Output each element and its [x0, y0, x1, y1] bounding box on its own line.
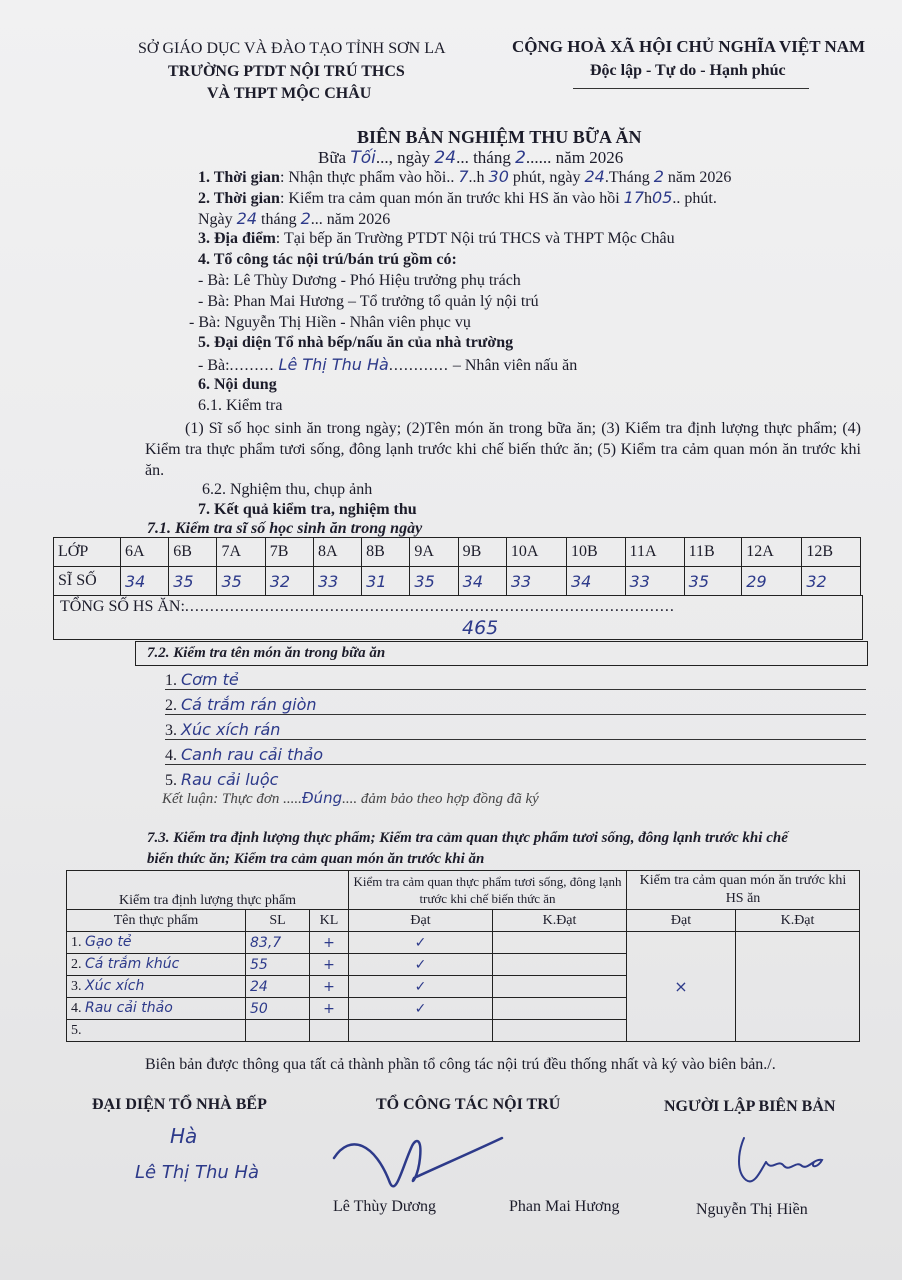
header-motto: Độc lập - Tự do - Hạnh phúc	[590, 62, 786, 79]
header-school-1: TRƯỜNG PTDT NỘI TRÚ THCS	[168, 63, 405, 80]
food-dat-cell	[349, 1020, 493, 1042]
food-name-cell	[67, 954, 246, 976]
count-cell: 34	[121, 567, 169, 596]
section-1-text-d: .Tháng	[604, 169, 650, 186]
dish-item-4	[165, 745, 323, 765]
section-3-label: 3. Địa điểm	[198, 230, 276, 247]
food-name: Xúc xích	[85, 978, 145, 994]
table-row	[67, 932, 860, 954]
class-cell: 6B	[169, 538, 217, 567]
count-header-cell: SĨ SỐ	[54, 567, 121, 596]
section-2-date	[198, 209, 390, 229]
class-cell: 10B	[566, 538, 625, 567]
section-1-text-a: : Nhận thực phẩm vào hồi..	[279, 169, 455, 186]
food-kdat-cell	[493, 998, 627, 1020]
cam-quan-dat-cell: ×	[627, 932, 736, 1042]
section-6-para: (1) Sĩ số học sinh ăn trong ngày; (2)Tên món ăn trong bữa ăn; (3) Kiểm tra định lượng thực phẩm; (4) Kiểm tra thực phẩm tươi sống, đông lạnh trước khi chế biến thức ăn; (5) Kiểm tra cảm quan món ăn trước khi ăn.	[145, 420, 861, 479]
meal-hand: Tối	[350, 148, 376, 168]
count-cell: 35	[169, 567, 217, 596]
class-cell: 9B	[458, 538, 506, 567]
food-kl-cell: +	[310, 976, 349, 998]
food-kdat-cell	[493, 932, 627, 954]
count-cell: 35	[684, 567, 742, 596]
header-department: SỞ GIÁO DỤC VÀ ĐÀO TẠO TỈNH SƠN LA	[138, 40, 446, 57]
section-5-label: 5. Đại diện Tổ nhà bếp/nấu ăn của nhà trường	[198, 334, 514, 351]
food-kdat-cell	[493, 976, 627, 998]
dish-num: 5.	[165, 772, 177, 789]
class-cell: 6A	[121, 538, 169, 567]
food-dat-cell: ✓	[349, 998, 493, 1020]
section-7-3-line2: biến thức ăn; Kiểm tra cảm quan món ăn trước khi ăn	[147, 851, 485, 867]
ten-header: Tên thực phẩm	[67, 910, 246, 932]
count-cell: 32	[265, 567, 313, 596]
section-1-text-e: năm 2026	[667, 169, 732, 186]
food-name-cell	[67, 998, 246, 1020]
food-name: Cá trắm khúc	[85, 956, 180, 972]
menu-conclusion	[162, 789, 539, 808]
check-min-hand: 05	[652, 188, 673, 207]
section-2	[198, 188, 717, 208]
dat2-header: Đạt	[627, 910, 736, 932]
food-sl-cell: 55	[246, 954, 310, 976]
section-1-label: 1. Thời gian	[198, 169, 280, 186]
section-7-1: 7.1. Kiểm tra sĩ số học sinh ăn trong ngày	[147, 520, 423, 537]
section-7-2: 7.2. Kiểm tra tên món ăn trong bữa ăn	[147, 645, 386, 661]
header-school-2: VÀ THPT MỘC CHÂU	[207, 85, 372, 102]
class-cell: 8A	[313, 538, 361, 567]
food-name: Gạo tẻ	[85, 934, 132, 950]
dish-num: 4.	[165, 747, 177, 764]
dish-item-3	[165, 720, 280, 740]
class-cell: 8B	[362, 538, 410, 567]
class-cell: 7B	[265, 538, 313, 567]
member-1: - Bà: Lê Thùy Dương - Phó Hiệu trưởng phụ trách	[198, 272, 521, 289]
food-dat-cell: ✓	[349, 954, 493, 976]
kitchen-title: ĐẠI DIỆN TỔ NHÀ BẾP	[92, 1096, 267, 1113]
writer-signature	[730, 1132, 840, 1192]
food-kl-cell: +	[310, 998, 349, 1020]
total-hand: 465	[462, 617, 499, 639]
day-label: ..., ngày	[375, 148, 431, 167]
receive-min-hand: 30	[488, 167, 509, 186]
food-check-table	[66, 870, 860, 1042]
committee-signature	[330, 1128, 510, 1198]
kitchen-signature: Hà	[170, 1124, 198, 1148]
section-2-text-c: .. phút.	[672, 190, 717, 207]
food-num: 5.	[71, 1023, 82, 1038]
section-1-text-c: phút, ngày	[512, 169, 581, 186]
class-cell: 12B	[802, 538, 861, 567]
section-2-month-label: tháng	[261, 211, 297, 228]
food-kl-cell: +	[310, 954, 349, 976]
motto-underline	[573, 88, 809, 89]
dish-name: Cá trắm rán giòn	[181, 695, 317, 714]
conclusion-b: .... đảm bảo theo hợp đồng đã ký	[342, 791, 539, 807]
header-nation: CỘNG HOÀ XÃ HỘI CHỦ NGHĨA VIỆT NAM	[512, 37, 866, 56]
dish-item-5	[165, 770, 278, 790]
conclusion-hand: Đúng	[301, 789, 343, 807]
section-2-text-b: h	[644, 190, 653, 207]
dish-line	[165, 689, 866, 690]
tuoi-song-header: Kiểm tra cảm quan thực phẩm tươi sống, đông lạnh trước khi chế biến thức ăn	[349, 871, 627, 910]
food-kdat-cell	[493, 954, 627, 976]
section-2-label: 2. Thời gian	[198, 190, 280, 207]
member-2: - Bà: Phan Mai Hương – Tổ trưởng tổ quản lý nội trú	[198, 293, 539, 310]
dish-name: Xúc xích rán	[181, 720, 281, 739]
member-3: - Bà: Nguyễn Thị Hiền - Nhân viên phục vụ	[189, 314, 471, 331]
food-kl-cell: +	[310, 932, 349, 954]
section-6-1: 6.1. Kiểm tra	[198, 397, 283, 414]
count-cell: 33	[625, 567, 684, 596]
cam-quan-header: Kiểm tra cảm quan món ăn trước khi HS ăn	[627, 871, 860, 910]
check-hour-hand: 17	[623, 188, 645, 207]
section-6-label: 6. Nội dung	[198, 376, 277, 393]
kdat-header: K.Đạt	[493, 910, 627, 932]
committee-name-2: Phan Mai Hương	[509, 1198, 620, 1215]
dish-name: Rau cải luộc	[181, 770, 279, 789]
section-2-text-a: : Kiểm tra cảm quan món ăn trước khi HS ăn vào hồi	[279, 190, 620, 207]
cam-quan-kdat-cell	[736, 932, 860, 1042]
food-num: 3.	[71, 979, 82, 994]
meal-label: Bữa	[318, 148, 347, 167]
check-month-hand: 2	[300, 209, 311, 228]
committee-name-1: Lê Thùy Dương	[333, 1198, 437, 1215]
food-dat-cell: ✓	[349, 976, 493, 998]
count-cell: 35	[217, 567, 265, 596]
committee-title: TỔ CÔNG TÁC NỘI TRÚ	[376, 1096, 561, 1113]
count-cell: 34	[566, 567, 625, 596]
food-num: 2.	[71, 957, 82, 972]
page-title: BIÊN BẢN NGHIỆM THU BỮA ĂN	[357, 127, 642, 147]
section-6-2: 6.2. Nghiệm thu, chụp ảnh	[202, 481, 373, 498]
section-5-prefix: - Bà:	[198, 357, 230, 374]
food-dat-cell: ✓	[349, 932, 493, 954]
total-label: TỔNG SỐ HS ĂN:..................................................................................................	[60, 598, 675, 615]
food-sl-cell: 83,7	[246, 932, 310, 954]
food-kl-cell	[310, 1020, 349, 1042]
receive-hour-hand: 7	[458, 167, 469, 186]
check-day-hand: 24	[236, 209, 258, 228]
closing-statement: Biên bản được thông qua tất cả thành phần tổ công tác nội trú đều thống nhất và ký vào biên bản./.	[145, 1056, 776, 1073]
section-3-text: : Tại bếp ăn Trường PTDT Nội trú THCS và THPT Mộc Châu	[275, 230, 675, 247]
food-name-cell	[67, 932, 246, 954]
conclusion-a: Kết luận: Thực đơn .....	[162, 791, 302, 807]
food-sl-cell: 24	[246, 976, 310, 998]
section-1	[198, 167, 731, 187]
writer-name: Nguyễn Thị Hiền	[696, 1201, 808, 1218]
class-row	[54, 538, 861, 567]
count-cell: 33	[506, 567, 566, 596]
kl-header: KL	[310, 910, 349, 932]
class-cell: 11A	[625, 538, 684, 567]
month-hand: 2	[515, 148, 526, 168]
class-cell: 7A	[217, 538, 265, 567]
count-cell: 35	[410, 567, 458, 596]
food-num: 4.	[71, 1001, 82, 1016]
food-sl-cell	[246, 1020, 310, 1042]
food-kdat-cell	[493, 1020, 627, 1042]
receive-month-hand: 2	[653, 167, 664, 186]
year-label: ...... năm 2026	[525, 148, 624, 167]
count-cell: 31	[362, 567, 410, 596]
section-2-day-label: Ngày	[198, 211, 233, 228]
count-cell: 34	[458, 567, 506, 596]
class-count-table	[53, 537, 861, 596]
section-5-suffix: – Nhân viên nấu ăn	[452, 357, 578, 374]
food-sl-cell: 50	[246, 998, 310, 1020]
kdat2-header: K.Đạt	[736, 910, 860, 932]
dish-name: Cơm tẻ	[181, 670, 239, 689]
dish-name: Canh rau cải thảo	[181, 745, 324, 764]
section-3	[198, 230, 675, 248]
dish-item-1	[165, 670, 239, 690]
food-name-cell	[67, 976, 246, 998]
section-5-line: - Bà:......... Lê Thị Thu Hà............ – Nhân viên nấu ăn	[198, 355, 578, 374]
dish-line	[165, 764, 866, 765]
receive-day-hand: 24	[584, 167, 605, 186]
dish-num: 2.	[165, 697, 177, 714]
month-label: ... tháng	[456, 148, 511, 167]
class-cell: 9A	[410, 538, 458, 567]
food-name-cell	[67, 1020, 246, 1042]
section-4-label: 4. Tổ công tác nội trú/bán trú gồm có:	[198, 251, 457, 268]
kitchen-handwritten-name: Lê Thị Thu Hà	[135, 1162, 260, 1183]
count-row	[54, 567, 861, 596]
dish-num: 3.	[165, 722, 177, 739]
dish-num: 1.	[165, 672, 177, 689]
section-7-3-line1: 7.3. Kiểm tra định lượng thực phẩm; Kiểm tra cảm quan thực phẩm tươi sống, đông lạnh trước khi chế	[147, 830, 788, 846]
header-row-2	[67, 910, 860, 932]
count-cell: 29	[742, 567, 802, 596]
writer-title: NGƯỜI LẬP BIÊN BẢN	[664, 1098, 836, 1115]
header-row-1	[67, 871, 860, 910]
sl-header: SL	[246, 910, 310, 932]
dish-line	[165, 714, 866, 715]
section-1-text-b: ..h	[468, 169, 485, 186]
class-cell: 12A	[742, 538, 802, 567]
class-header-cell: LỚP	[54, 538, 121, 567]
food-name: Rau cải thảo	[85, 1000, 173, 1016]
day-hand: 24	[434, 148, 457, 168]
dish-line	[165, 739, 866, 740]
class-cell: 11B	[684, 538, 742, 567]
section-7-label: 7. Kết quả kiểm tra, nghiệm thu	[198, 501, 417, 518]
total-label-text: TỔNG SỐ HS ĂN:	[60, 598, 185, 615]
dat-header: Đạt	[349, 910, 493, 932]
dinh-luong-header: Kiểm tra định lượng thực phẩm	[67, 871, 349, 910]
meal-line	[318, 148, 623, 168]
section-2-year-label: ... năm 2026	[310, 211, 391, 228]
food-num: 1.	[71, 935, 82, 950]
cook-name-hand: Lê Thị Thu Hà	[278, 355, 389, 374]
class-cell: 10A	[506, 538, 566, 567]
dish-item-2	[165, 695, 317, 715]
count-cell: 33	[313, 567, 361, 596]
count-cell: 32	[802, 567, 861, 596]
